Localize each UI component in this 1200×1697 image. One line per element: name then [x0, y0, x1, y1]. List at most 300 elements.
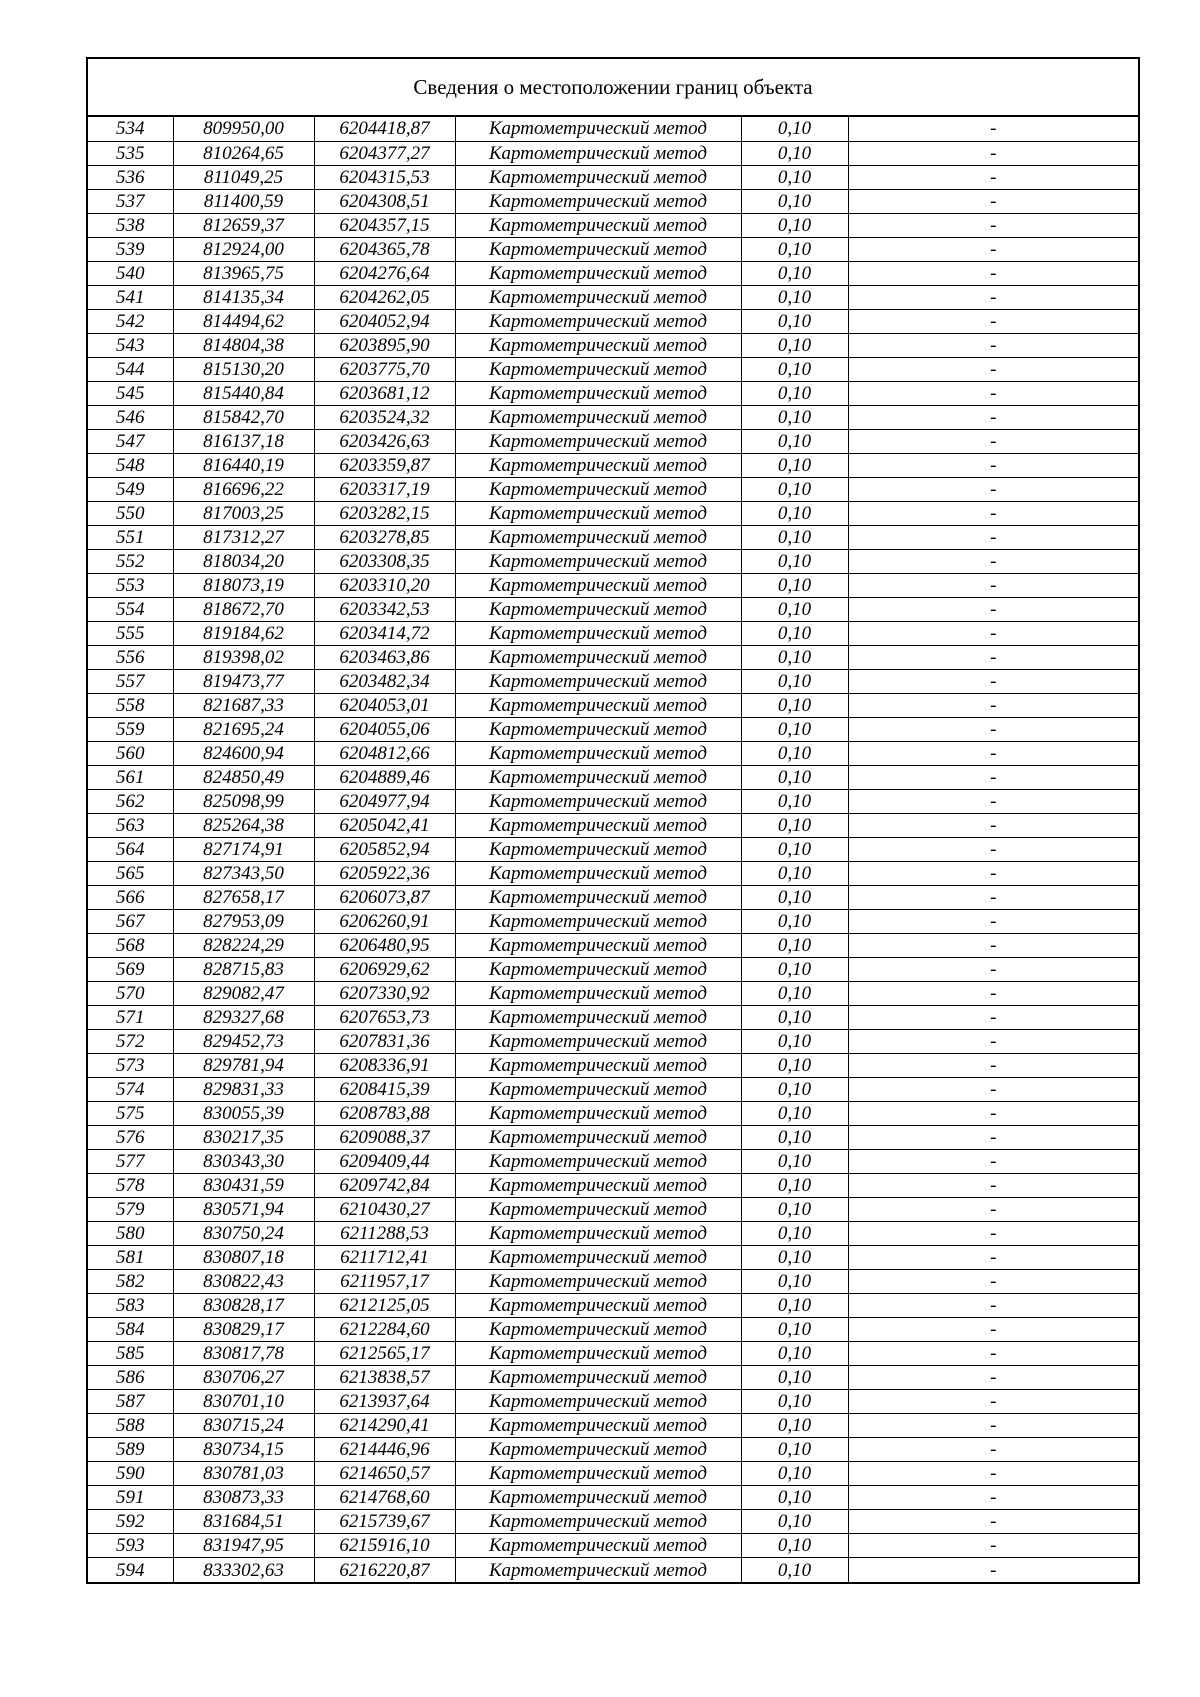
point-number-cell: 568 — [88, 934, 173, 958]
description-cell: - — [848, 141, 1138, 165]
description-cell: - — [848, 982, 1138, 1006]
method-cell: Картометрический метод — [455, 165, 741, 189]
description-cell: - — [848, 813, 1138, 837]
description-cell: - — [848, 333, 1138, 357]
y-coordinate-cell: 6204812,66 — [314, 741, 455, 765]
table-row — [88, 1102, 1138, 1126]
method-cell: Картометрический метод — [455, 837, 741, 861]
description-cell: - — [848, 381, 1138, 405]
method-cell: Картометрический метод — [455, 189, 741, 213]
description-cell: - — [848, 1462, 1138, 1486]
point-number-cell: 538 — [88, 213, 173, 237]
y-coordinate-cell: 6210430,27 — [314, 1198, 455, 1222]
method-cell: Картометрический метод — [455, 1150, 741, 1174]
description-cell: - — [848, 1126, 1138, 1150]
table-row — [88, 405, 1138, 429]
description-cell: - — [848, 1414, 1138, 1438]
x-coordinate-cell: 825098,99 — [173, 789, 314, 813]
y-coordinate-cell: 6204308,51 — [314, 189, 455, 213]
description-cell: - — [848, 765, 1138, 789]
x-coordinate-cell: 830706,27 — [173, 1366, 314, 1390]
point-number-cell: 540 — [88, 261, 173, 285]
x-coordinate-cell: 830055,39 — [173, 1102, 314, 1126]
point-number-cell: 579 — [88, 1198, 173, 1222]
table-row — [88, 621, 1138, 645]
x-coordinate-cell: 813965,75 — [173, 261, 314, 285]
method-cell: Картометрический метод — [455, 501, 741, 525]
description-cell: - — [848, 1294, 1138, 1318]
description-cell: - — [848, 861, 1138, 885]
point-number-cell: 543 — [88, 333, 173, 357]
point-number-cell: 577 — [88, 1150, 173, 1174]
table-row — [88, 285, 1138, 309]
point-number-cell: 566 — [88, 886, 173, 910]
y-coordinate-cell: 6203317,19 — [314, 477, 455, 501]
table-row — [88, 837, 1138, 861]
y-coordinate-cell: 6204276,64 — [314, 261, 455, 285]
accuracy-cell: 0,10 — [741, 1462, 848, 1486]
method-cell: Картометрический метод — [455, 1102, 741, 1126]
description-cell: - — [848, 1150, 1138, 1174]
x-coordinate-cell: 830828,17 — [173, 1294, 314, 1318]
y-coordinate-cell: 6212125,05 — [314, 1294, 455, 1318]
y-coordinate-cell: 6203426,63 — [314, 429, 455, 453]
x-coordinate-cell: 811049,25 — [173, 165, 314, 189]
point-number-cell: 574 — [88, 1078, 173, 1102]
method-cell: Картометрический метод — [455, 1126, 741, 1150]
method-cell: Картометрический метод — [455, 1174, 741, 1198]
method-cell: Картометрический метод — [455, 1294, 741, 1318]
accuracy-cell: 0,10 — [741, 1342, 848, 1366]
accuracy-cell: 0,10 — [741, 1078, 848, 1102]
accuracy-cell: 0,10 — [741, 117, 848, 141]
accuracy-cell: 0,10 — [741, 1198, 848, 1222]
y-coordinate-cell: 6205852,94 — [314, 837, 455, 861]
description-cell: - — [848, 285, 1138, 309]
y-coordinate-cell: 6205042,41 — [314, 813, 455, 837]
x-coordinate-cell: 817312,27 — [173, 525, 314, 549]
table-row — [88, 1246, 1138, 1270]
description-cell: - — [848, 429, 1138, 453]
table-row — [88, 1126, 1138, 1150]
y-coordinate-cell: 6211712,41 — [314, 1246, 455, 1270]
method-cell: Картометрический метод — [455, 741, 741, 765]
accuracy-cell: 0,10 — [741, 309, 848, 333]
table-row — [88, 1558, 1138, 1582]
coordinates-table — [88, 117, 1138, 1582]
accuracy-cell: 0,10 — [741, 1318, 848, 1342]
x-coordinate-cell: 818034,20 — [173, 549, 314, 573]
y-coordinate-cell: 6207330,92 — [314, 982, 455, 1006]
accuracy-cell: 0,10 — [741, 189, 848, 213]
method-cell: Картометрический метод — [455, 525, 741, 549]
method-cell: Картометрический метод — [455, 333, 741, 357]
method-cell: Картометрический метод — [455, 1438, 741, 1462]
accuracy-cell: 0,10 — [741, 573, 848, 597]
method-cell: Картометрический метод — [455, 1486, 741, 1510]
table-row — [88, 309, 1138, 333]
method-cell: Картометрический метод — [455, 1246, 741, 1270]
x-coordinate-cell: 819398,02 — [173, 645, 314, 669]
y-coordinate-cell: 6204365,78 — [314, 237, 455, 261]
x-coordinate-cell: 833302,63 — [173, 1558, 314, 1582]
y-coordinate-cell: 6203310,20 — [314, 573, 455, 597]
method-cell: Картометрический метод — [455, 261, 741, 285]
method-cell: Картометрический метод — [455, 886, 741, 910]
method-cell: Картометрический метод — [455, 1462, 741, 1486]
table-row — [88, 693, 1138, 717]
x-coordinate-cell: 810264,65 — [173, 141, 314, 165]
method-cell: Картометрический метод — [455, 1390, 741, 1414]
point-number-cell: 581 — [88, 1246, 173, 1270]
table-row — [88, 958, 1138, 982]
description-cell: - — [848, 357, 1138, 381]
y-coordinate-cell: 6204357,15 — [314, 213, 455, 237]
x-coordinate-cell: 830781,03 — [173, 1462, 314, 1486]
point-number-cell: 554 — [88, 597, 173, 621]
accuracy-cell: 0,10 — [741, 789, 848, 813]
description-cell: - — [848, 1342, 1138, 1366]
method-cell: Картометрический метод — [455, 645, 741, 669]
accuracy-cell: 0,10 — [741, 861, 848, 885]
accuracy-cell: 0,10 — [741, 1486, 848, 1510]
table-row — [88, 213, 1138, 237]
y-coordinate-cell: 6203524,32 — [314, 405, 455, 429]
point-number-cell: 564 — [88, 837, 173, 861]
description-cell: - — [848, 1318, 1138, 1342]
table-row — [88, 1414, 1138, 1438]
x-coordinate-cell: 818073,19 — [173, 573, 314, 597]
method-cell: Картометрический метод — [455, 237, 741, 261]
point-number-cell: 537 — [88, 189, 173, 213]
point-number-cell: 559 — [88, 717, 173, 741]
accuracy-cell: 0,10 — [741, 381, 848, 405]
point-number-cell: 591 — [88, 1486, 173, 1510]
method-cell: Картометрический метод — [455, 789, 741, 813]
x-coordinate-cell: 831684,51 — [173, 1510, 314, 1534]
point-number-cell: 583 — [88, 1294, 173, 1318]
y-coordinate-cell: 6203681,12 — [314, 381, 455, 405]
accuracy-cell: 0,10 — [741, 501, 848, 525]
x-coordinate-cell: 815440,84 — [173, 381, 314, 405]
point-number-cell: 547 — [88, 429, 173, 453]
y-coordinate-cell: 6203278,85 — [314, 525, 455, 549]
accuracy-cell: 0,10 — [741, 621, 848, 645]
point-number-cell: 570 — [88, 982, 173, 1006]
y-coordinate-cell: 6203895,90 — [314, 333, 455, 357]
y-coordinate-cell: 6208415,39 — [314, 1078, 455, 1102]
table-row — [88, 237, 1138, 261]
x-coordinate-cell: 815842,70 — [173, 405, 314, 429]
method-cell: Картометрический метод — [455, 477, 741, 501]
coordinates-table-body — [88, 117, 1138, 1582]
method-cell: Картометрический метод — [455, 405, 741, 429]
point-number-cell: 535 — [88, 141, 173, 165]
point-number-cell: 567 — [88, 910, 173, 934]
point-number-cell: 587 — [88, 1390, 173, 1414]
y-coordinate-cell: 6204889,46 — [314, 765, 455, 789]
method-cell: Картометрический метод — [455, 1270, 741, 1294]
x-coordinate-cell: 817003,25 — [173, 501, 314, 525]
table-row — [88, 429, 1138, 453]
y-coordinate-cell: 6204053,01 — [314, 693, 455, 717]
point-number-cell: 594 — [88, 1558, 173, 1582]
method-cell: Картометрический метод — [455, 693, 741, 717]
description-cell: - — [848, 405, 1138, 429]
point-number-cell: 582 — [88, 1270, 173, 1294]
point-number-cell: 553 — [88, 573, 173, 597]
accuracy-cell: 0,10 — [741, 1270, 848, 1294]
point-number-cell: 549 — [88, 477, 173, 501]
table-row — [88, 1366, 1138, 1390]
method-cell: Картометрический метод — [455, 429, 741, 453]
method-cell: Картометрический метод — [455, 621, 741, 645]
y-coordinate-cell: 6203359,87 — [314, 453, 455, 477]
accuracy-cell: 0,10 — [741, 453, 848, 477]
description-cell: - — [848, 1174, 1138, 1198]
description-cell: - — [848, 741, 1138, 765]
x-coordinate-cell: 829831,33 — [173, 1078, 314, 1102]
accuracy-cell: 0,10 — [741, 1126, 848, 1150]
table-row — [88, 1006, 1138, 1030]
accuracy-cell: 0,10 — [741, 597, 848, 621]
table-title: Сведения о местоположении границ объекта — [88, 59, 1138, 117]
description-cell: - — [848, 837, 1138, 861]
method-cell: Картометрический метод — [455, 717, 741, 741]
y-coordinate-cell: 6206929,62 — [314, 958, 455, 982]
method-cell: Картометрический метод — [455, 1054, 741, 1078]
x-coordinate-cell: 814494,62 — [173, 309, 314, 333]
table-row — [88, 1222, 1138, 1246]
description-cell: - — [848, 934, 1138, 958]
accuracy-cell: 0,10 — [741, 1390, 848, 1414]
point-number-cell: 593 — [88, 1534, 173, 1558]
table-row — [88, 765, 1138, 789]
x-coordinate-cell: 830817,78 — [173, 1342, 314, 1366]
accuracy-cell: 0,10 — [741, 693, 848, 717]
method-cell: Картометрический метод — [455, 1366, 741, 1390]
description-cell: - — [848, 1534, 1138, 1558]
accuracy-cell: 0,10 — [741, 141, 848, 165]
x-coordinate-cell: 816696,22 — [173, 477, 314, 501]
x-coordinate-cell: 830343,30 — [173, 1150, 314, 1174]
point-number-cell: 555 — [88, 621, 173, 645]
table-row — [88, 1438, 1138, 1462]
point-number-cell: 552 — [88, 549, 173, 573]
accuracy-cell: 0,10 — [741, 237, 848, 261]
table-row — [88, 261, 1138, 285]
x-coordinate-cell: 816440,19 — [173, 453, 314, 477]
x-coordinate-cell: 827174,91 — [173, 837, 314, 861]
accuracy-cell: 0,10 — [741, 357, 848, 381]
point-number-cell: 548 — [88, 453, 173, 477]
x-coordinate-cell: 827658,17 — [173, 886, 314, 910]
description-cell: - — [848, 1006, 1138, 1030]
y-coordinate-cell: 6204977,94 — [314, 789, 455, 813]
accuracy-cell: 0,10 — [741, 741, 848, 765]
y-coordinate-cell: 6212565,17 — [314, 1342, 455, 1366]
point-number-cell: 578 — [88, 1174, 173, 1198]
method-cell: Картометрический метод — [455, 141, 741, 165]
point-number-cell: 575 — [88, 1102, 173, 1126]
x-coordinate-cell: 814804,38 — [173, 333, 314, 357]
method-cell: Картометрический метод — [455, 1342, 741, 1366]
description-cell: - — [848, 1078, 1138, 1102]
table-row — [88, 381, 1138, 405]
accuracy-cell: 0,10 — [741, 765, 848, 789]
y-coordinate-cell: 6203414,72 — [314, 621, 455, 645]
description-cell: - — [848, 525, 1138, 549]
table-row — [88, 861, 1138, 885]
table-row — [88, 477, 1138, 501]
x-coordinate-cell: 827343,50 — [173, 861, 314, 885]
description-cell: - — [848, 117, 1138, 141]
description-cell: - — [848, 621, 1138, 645]
x-coordinate-cell: 815130,20 — [173, 357, 314, 381]
y-coordinate-cell: 6213838,57 — [314, 1366, 455, 1390]
point-number-cell: 556 — [88, 645, 173, 669]
description-cell: - — [848, 573, 1138, 597]
description-cell: - — [848, 1486, 1138, 1510]
y-coordinate-cell: 6203308,35 — [314, 549, 455, 573]
accuracy-cell: 0,10 — [741, 1246, 848, 1270]
x-coordinate-cell: 829452,73 — [173, 1030, 314, 1054]
description-cell: - — [848, 1270, 1138, 1294]
y-coordinate-cell: 6211288,53 — [314, 1222, 455, 1246]
point-number-cell: 589 — [88, 1438, 173, 1462]
x-coordinate-cell: 825264,38 — [173, 813, 314, 837]
y-coordinate-cell: 6204052,94 — [314, 309, 455, 333]
table-row — [88, 549, 1138, 573]
x-coordinate-cell: 816137,18 — [173, 429, 314, 453]
x-coordinate-cell: 830734,15 — [173, 1438, 314, 1462]
table-row — [88, 453, 1138, 477]
point-number-cell: 572 — [88, 1030, 173, 1054]
y-coordinate-cell: 6205922,36 — [314, 861, 455, 885]
point-number-cell: 562 — [88, 789, 173, 813]
method-cell: Картометрический метод — [455, 669, 741, 693]
y-coordinate-cell: 6211957,17 — [314, 1270, 455, 1294]
x-coordinate-cell: 830807,18 — [173, 1246, 314, 1270]
point-number-cell: 558 — [88, 693, 173, 717]
point-number-cell: 586 — [88, 1366, 173, 1390]
y-coordinate-cell: 6206480,95 — [314, 934, 455, 958]
description-cell: - — [848, 1366, 1138, 1390]
description-cell: - — [990, 1559, 997, 1581]
point-number-cell: 534 — [88, 117, 173, 141]
table-row — [88, 1150, 1138, 1174]
description-cell: - — [848, 549, 1138, 573]
y-coordinate-cell: 6204055,06 — [314, 717, 455, 741]
x-coordinate-cell: 830217,35 — [173, 1126, 314, 1150]
x-coordinate-cell: 829327,68 — [173, 1006, 314, 1030]
y-coordinate-cell: 6203463,86 — [314, 645, 455, 669]
description-cell: - — [848, 453, 1138, 477]
point-number-cell: 563 — [88, 813, 173, 837]
method-cell: Картометрический метод — [455, 309, 741, 333]
table-row — [88, 1294, 1138, 1318]
y-coordinate-cell: 6206260,91 — [314, 910, 455, 934]
method-cell: Картометрический метод — [455, 453, 741, 477]
method-cell: Картометрический метод — [455, 1078, 741, 1102]
x-coordinate-cell: 830715,24 — [173, 1414, 314, 1438]
table-row — [88, 1078, 1138, 1102]
point-number-cell: 541 — [88, 285, 173, 309]
point-number-cell: 584 — [88, 1318, 173, 1342]
y-coordinate-cell: 6212284,60 — [314, 1318, 455, 1342]
description-cell: - — [848, 477, 1138, 501]
y-coordinate-cell: 6214446,96 — [314, 1438, 455, 1462]
method-cell: Картометрический метод — [455, 213, 741, 237]
description-cell: - — [848, 1054, 1138, 1078]
table-row — [88, 189, 1138, 213]
accuracy-cell: 0,10 — [741, 1006, 848, 1030]
x-coordinate-cell: 819473,77 — [173, 669, 314, 693]
description-cell: - — [848, 958, 1138, 982]
accuracy-cell: 0,10 — [741, 405, 848, 429]
description-cell: - — [848, 213, 1138, 237]
method-cell: Картометрический метод — [455, 573, 741, 597]
description-cell: - — [848, 669, 1138, 693]
table-row — [88, 886, 1138, 910]
point-number-cell: 536 — [88, 165, 173, 189]
y-coordinate-cell: 6203282,15 — [314, 501, 455, 525]
table-row — [88, 789, 1138, 813]
x-coordinate-cell: 819184,62 — [173, 621, 314, 645]
x-coordinate-cell: 829082,47 — [173, 982, 314, 1006]
y-coordinate-cell: 6215916,10 — [314, 1534, 455, 1558]
x-coordinate-cell: 824850,49 — [173, 765, 314, 789]
method-cell: Картометрический метод — [455, 597, 741, 621]
method-cell: Картометрический метод — [455, 285, 741, 309]
point-number-cell: 592 — [88, 1510, 173, 1534]
accuracy-cell: 0,10 — [741, 549, 848, 573]
accuracy-cell: 0,10 — [741, 886, 848, 910]
accuracy-cell: 0,10 — [741, 669, 848, 693]
description-cell: - — [848, 237, 1138, 261]
y-coordinate-cell: 6209409,44 — [314, 1150, 455, 1174]
table-row — [88, 1198, 1138, 1222]
point-number-cell: 557 — [88, 669, 173, 693]
accuracy-cell: 0,10 — [741, 1054, 848, 1078]
point-number-cell: 561 — [88, 765, 173, 789]
accuracy-cell: 0,10 — [741, 1030, 848, 1054]
point-number-cell: 544 — [88, 357, 173, 381]
table-row — [88, 141, 1138, 165]
point-number-cell: 565 — [88, 861, 173, 885]
description-cell: - — [848, 1030, 1138, 1054]
y-coordinate-cell: 6214768,60 — [314, 1486, 455, 1510]
description-cell: - — [848, 189, 1138, 213]
accuracy-cell: 0,10 — [741, 958, 848, 982]
method-cell: Картометрический метод — [455, 117, 741, 141]
method-cell: Картометрический метод — [455, 1534, 741, 1558]
description-cell: - — [848, 886, 1138, 910]
table-row — [88, 1510, 1138, 1534]
y-coordinate-cell: 6206073,87 — [314, 886, 455, 910]
point-number-cell: 588 — [88, 1414, 173, 1438]
point-number-cell: 576 — [88, 1126, 173, 1150]
accuracy-cell: 0,10 — [741, 813, 848, 837]
accuracy-cell: 0,10 — [741, 837, 848, 861]
point-number-cell: 590 — [88, 1462, 173, 1486]
accuracy-cell: 0,10 — [741, 1438, 848, 1462]
y-coordinate-cell: 6204418,87 — [314, 117, 455, 141]
table-row — [88, 1342, 1138, 1366]
x-coordinate-cell: 831947,95 — [173, 1534, 314, 1558]
method-cell: Картометрический метод — [455, 1030, 741, 1054]
y-coordinate-cell: 6204315,53 — [314, 165, 455, 189]
